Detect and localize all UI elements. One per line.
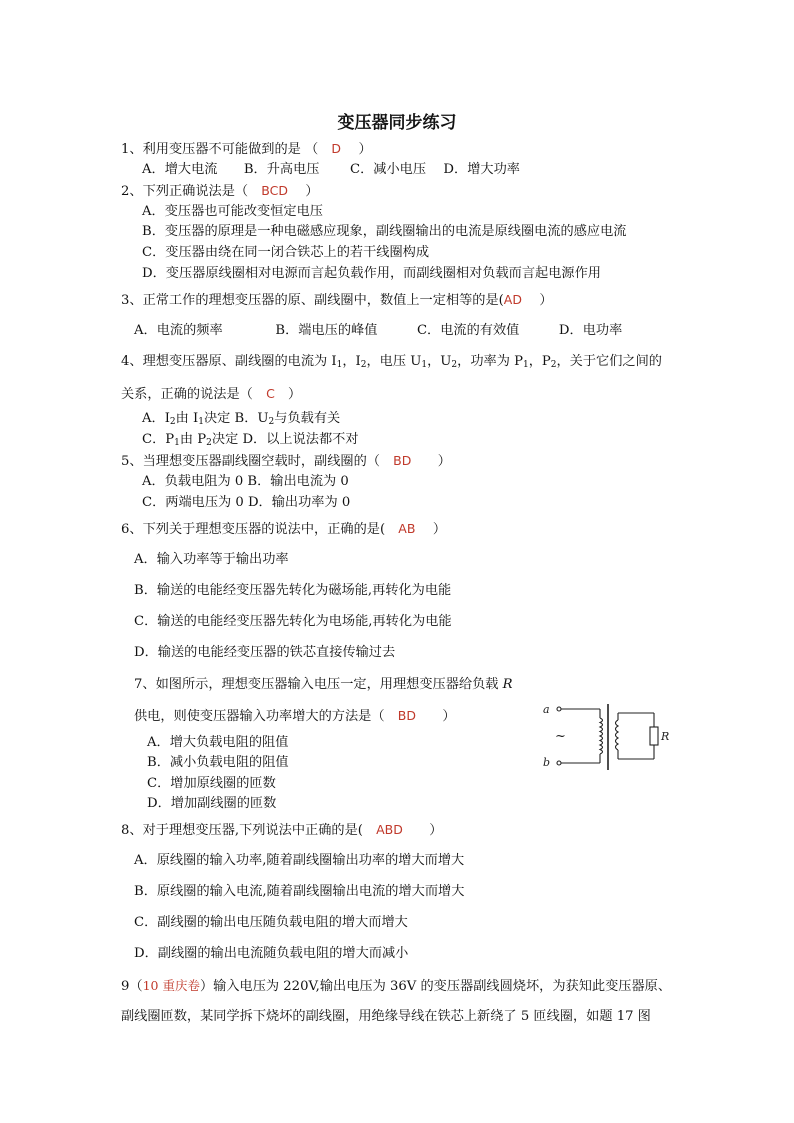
- q8-option-b: B．原线圈的输入电流,随着副线圈输出电流的增大而增大: [134, 884, 465, 899]
- q2-option-d: D．变压器原线圈相对电源而言起负载作用，而副线圈相对负载而言起电源作用: [142, 266, 601, 281]
- q2-option-a: A．变压器也可能改变恒定电压: [142, 204, 323, 219]
- q4-options-cd: C．$P_1$由 $P_2$决定 D．以上说法都不对: [142, 432, 359, 448]
- terminal-b-label: b: [543, 756, 551, 769]
- q7-option-a: A．增大负载电阻的阻值: [147, 735, 289, 750]
- q6-option-d: D．输送的电能经变压器的铁芯直接传输过去: [134, 645, 396, 660]
- q7-stem-line1: 7、如图所示，理想变压器输入电压一定，用理想变压器给负载 R: [134, 677, 513, 692]
- q6-stem: 6、下列关于理想变压器的说法中，正确的是( AB ）: [121, 521, 447, 537]
- q4-options-ab: A．$I_2$由 $I_1$决定 B．$U_2$与负载有关: [142, 411, 341, 427]
- q1-options: A．增大电流 B．升高电压 C．减小电压 D．增大功率: [142, 162, 520, 177]
- q1-stem: 1、利用变压器不可能做到的是 （ D ）: [121, 141, 372, 157]
- q5-options-cd: C．两端电压为 0 D．输出功率为 0: [142, 495, 351, 510]
- q1-answer: D: [331, 141, 342, 156]
- q8-stem: 8、对于理想变压器,下列说法中正确的是( ABD ）: [121, 822, 443, 838]
- resistor-label: R: [661, 730, 670, 743]
- q7-answer: BD: [397, 708, 416, 723]
- page-title: 变压器同步练习: [337, 113, 457, 133]
- terminal-a-label: a: [543, 703, 550, 716]
- q4-stem-line2: 关系，正确的说法是（ C ）: [121, 386, 302, 402]
- q7-option-b: B．减小负载电阻的阻值: [147, 755, 289, 770]
- ac-source-symbol: ~: [555, 729, 566, 744]
- q6-option-c: C．输送的电能经变压器先转化为电场能,再转化为电能: [134, 614, 452, 629]
- q7-stem-line2: 供电，则使变压器输入功率增大的方法是（ BD ）: [134, 708, 456, 724]
- q8-option-d: D．副线圈的输出电流随负载电阻的增大而减小: [134, 946, 409, 961]
- q7-option-d: D．增加副线圈的匝数: [147, 796, 277, 811]
- q2-option-b: B．变压器的原理是一种电磁感应现象，副线圈输出的电流是原线圈电流的感应电流: [142, 224, 627, 239]
- q2-option-c: C．变压器由绕在同一闭合铁芯上的若干线圈构成: [142, 245, 430, 260]
- q8-option-c: C．副线圈的输出电压随负载电阻的增大而增大: [134, 915, 408, 930]
- q6-answer: AB: [398, 521, 416, 536]
- q6-option-b: B．输送的电能经变压器先转化为磁场能,再转化为电能: [134, 583, 452, 598]
- q9-source: 10 重庆卷: [142, 978, 200, 993]
- q6-option-a: A．输入功率等于输出功率: [134, 552, 289, 567]
- q5-stem: 5、当理想变压器副线圈空载时，副线圈的（ BD ）: [121, 453, 451, 469]
- q7-option-c: C．增加原线圈的匝数: [147, 776, 276, 791]
- q2-answer: BCD: [261, 183, 288, 198]
- q9-stem-line2: 副线圈匝数，某同学拆下烧坏的副线圈，用绝缘导线在铁芯上新绕了 5 匝线圈，如题 17 图: [121, 1009, 651, 1024]
- q3-options: A．电流的频率 B．端电压的峰值 C．电流的有效值 D．电功率: [134, 323, 623, 338]
- q3-stem: 3、正常工作的理想变压器的原、副线圈中，数值上一定相等的是(AD ）: [121, 292, 553, 308]
- q3-answer: AD: [503, 292, 522, 307]
- q2-stem: 2、下列正确说法是（ BCD ）: [121, 183, 319, 199]
- q4-answer: C: [266, 386, 275, 401]
- q4-stem-line1: 4、理想变压器原、副线圈的电流为 $I_1$，$I_2$，电压 $U_1$，$U_2$，功率为 $P_1$，$P_2$，关于它们之间的: [121, 354, 662, 370]
- q8-option-a: A．原线圈的输入功率,随着副线圈输出功率的增大而增大: [134, 853, 465, 868]
- q9-stem-line1: 9（10 重庆卷）输入电压为 220V,输出电压为 36V 的变压器副线圆烧坏，为获知此变压器原、: [121, 978, 672, 994]
- q5-options-ab: A．负载电阻为 0 B．输出电流为 0: [142, 474, 349, 489]
- q8-answer: ABD: [376, 822, 403, 837]
- transformer-circuit-diagram: [538, 698, 668, 774]
- q5-answer: BD: [393, 453, 412, 468]
